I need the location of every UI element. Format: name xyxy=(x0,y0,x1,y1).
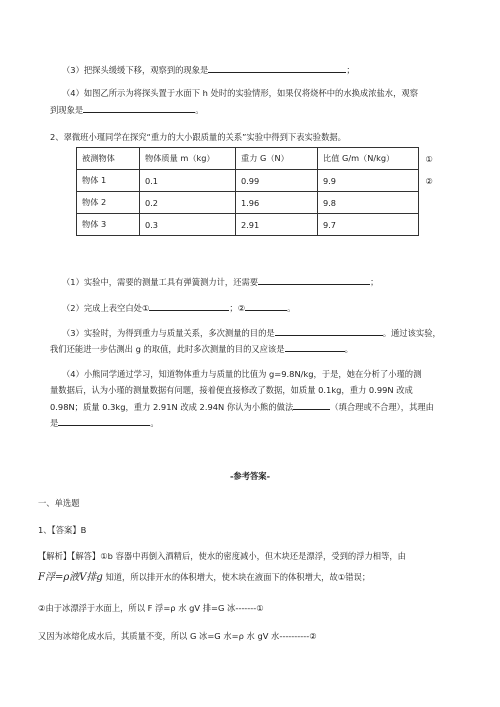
table-cell: 物体 3 xyxy=(77,214,140,236)
explanation-line: ②由于冰漂浮于水面上，所以 F 浮=ρ 水 gV 排=G 冰-------① xyxy=(38,603,264,613)
answer-section-title: -参考答案- xyxy=(229,471,271,481)
question-3: （3）把探头缓缓下移，观察到的现象是 ； xyxy=(62,65,355,75)
answer-blank[interactable] xyxy=(293,400,330,410)
question-3-text: （3）把探头缓缓下移，观察到的现象是 xyxy=(62,65,209,75)
table-cell: 1.96 xyxy=(236,192,318,214)
buoyancy-formula: F浮=ρ液V排g xyxy=(38,572,103,583)
table-cell: 0.1 xyxy=(140,170,236,192)
explanation-line: F浮=ρ液V排g 知道，所以排开水的体积增大，使木块在液面下的体积增大，故①错误； xyxy=(38,572,371,583)
subquestion-4: （4）小熊同学通过学习，知道物体重力与质量的比值为 g=9.8N/kg，于是，她在分析了小瑾的测 xyxy=(62,369,422,379)
subquestion-4-cont: 0.98N；质量 0.3kg，重力 2.91N 改成 2.94N 你认为小熊的做法 （填合理或不合理），其理由 xyxy=(50,402,434,412)
table-header: 比值 G/m（N/kg） xyxy=(318,148,419,170)
data-table xyxy=(76,147,440,236)
question-4-cont: 到现象是 。 xyxy=(50,105,204,115)
table-row xyxy=(77,170,440,192)
blank-marker-2: ② xyxy=(425,175,433,186)
problem-2-heading: 2、翠微班小瑾同学在探究“重力的大小跟质量的关系”实验中得到下表实验数据。 xyxy=(50,132,346,142)
table-cell: 9.9 xyxy=(318,170,419,192)
table-header: 物体质量 m（kg） xyxy=(140,148,236,170)
subquestion-3: （3）实验时，为得到重力与质量关系，多次测量的目的是 。通过该实验， xyxy=(62,328,441,338)
answer-blank[interactable] xyxy=(149,301,229,311)
question-4: （4）如图乙所示为将探头置于水面下 h 处时的实验情形，如果仅将烧杯中的水换成浓盐水，观察 xyxy=(62,88,418,98)
answer-blank[interactable] xyxy=(58,416,150,426)
section-heading: 一、单选题 xyxy=(38,498,80,508)
answer-blank[interactable] xyxy=(208,63,346,73)
answer-blank[interactable] xyxy=(285,342,345,352)
answer-blank[interactable] xyxy=(83,103,195,113)
table-cell: 9.8 xyxy=(318,192,419,214)
table-cell: 2.91 xyxy=(236,214,318,236)
blank-marker-1: ① xyxy=(425,153,433,164)
answer-blank[interactable] xyxy=(258,275,370,285)
table-header: 被测物体 xyxy=(77,148,140,170)
table-row xyxy=(77,192,440,214)
table-header: 重力 G（N） xyxy=(236,148,318,170)
subquestion-4-cont: 是 。 xyxy=(50,418,159,428)
subquestion-4-cont: 量数据后，认为小瑾的测量数据有问题，接着便直接修改了数据，如质量 0.1kg，重力 0.99N 改成 xyxy=(50,385,413,395)
table-cell: 0.3 xyxy=(140,214,236,236)
table-header-row xyxy=(77,148,440,170)
table-row xyxy=(77,214,440,236)
answer-blank[interactable] xyxy=(275,326,383,336)
subquestion-1: （1）实验中，需要的测量工具有弹簧测力计，还需要 ； xyxy=(62,277,379,287)
answer-blank[interactable] xyxy=(245,301,287,311)
table-cell: 0.99 xyxy=(236,170,318,192)
subquestion-3-cont: 我们还能进一步估测出 g 的取值，此时多次测量的目的又应该是 。 xyxy=(50,344,353,354)
table-cell: 物体 1 xyxy=(77,170,140,192)
table-cell: 9.7 xyxy=(318,214,419,236)
explanation-line: 又因为冰熔化成水后，其质量不变，所以 G 冰=G 水=ρ 水 gV 水----------② xyxy=(38,631,317,641)
answer-1-label: 1、【答案】B xyxy=(38,525,87,535)
subquestion-2: （2）完成上表空白处① ；② 。 xyxy=(62,303,296,313)
table-cell: 0.2 xyxy=(140,192,236,214)
explanation-line: 【解析】【解答】①b 容器中再倒入酒精后，使水的密度减小，但木块还是漂浮，受到的浮力相等，由 xyxy=(38,551,406,561)
table-cell: 物体 2 xyxy=(77,192,140,214)
